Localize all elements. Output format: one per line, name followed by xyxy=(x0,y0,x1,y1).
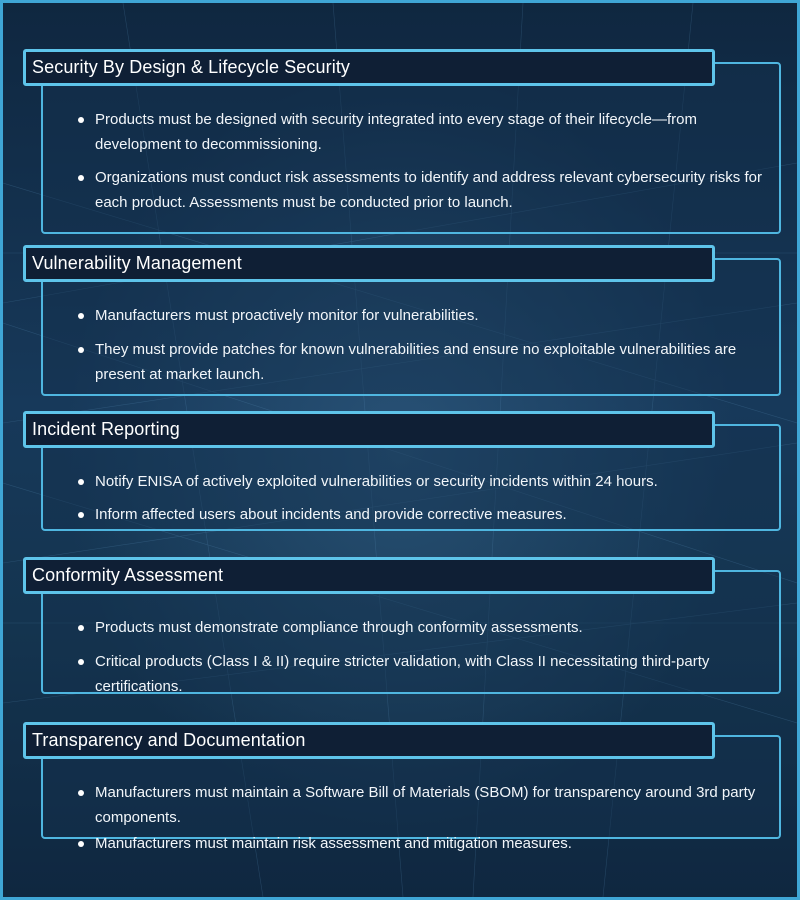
section-content xyxy=(41,62,781,234)
bullet-list xyxy=(43,107,779,215)
bullet-item xyxy=(43,469,779,494)
bullet-item xyxy=(43,303,779,328)
section-vulnerability-management xyxy=(23,245,781,383)
section-title: Security By Design & Lifecycle Security xyxy=(23,49,715,86)
bullet-text: Organizations must conduct risk assessments to identify and address relevant cybersecurity risks for each product. Assessments must be conducted prior to launch. xyxy=(95,169,762,211)
bullet-item xyxy=(43,107,779,157)
bullet-dot-icon xyxy=(78,512,84,518)
bullet-list xyxy=(43,615,779,699)
section-security-by-design xyxy=(23,49,781,211)
bullet-text: Notify ENISA of actively exploited vulnerabilities or security incidents within 24 hours. xyxy=(95,473,658,490)
section-conformity-assessment xyxy=(23,557,781,695)
bullet-text: Inform affected users about incidents and provide corrective measures. xyxy=(95,506,567,523)
bullet-dot-icon xyxy=(78,625,84,631)
bullet-item xyxy=(43,831,779,856)
section-title: Transparency and Documentation xyxy=(23,722,715,759)
bullet-dot-icon xyxy=(78,313,84,319)
bullet-item xyxy=(43,780,779,830)
bullet-text: Manufacturers must maintain a Software Bill of Materials (SBOM) for transparency around 3rd party components. xyxy=(95,784,756,826)
bullet-dot-icon xyxy=(78,790,84,796)
section-transparency-documentation xyxy=(23,722,781,852)
bullet-dot-icon xyxy=(78,479,84,485)
bullet-dot-icon xyxy=(78,117,84,123)
section-incident-reporting xyxy=(23,411,781,523)
bullet-item xyxy=(43,649,779,699)
bullet-item xyxy=(43,165,779,215)
bullet-text: Products must demonstrate compliance through conformity assessments. xyxy=(95,619,583,636)
section-title: Vulnerability Management xyxy=(23,245,715,282)
bullet-dot-icon xyxy=(78,659,84,665)
bullet-list xyxy=(43,303,779,387)
bullet-list xyxy=(43,469,779,527)
bullet-text: Products must be designed with security integrated into every stage of their lifecycle—from development to decommissioning. xyxy=(95,111,697,153)
bullet-dot-icon xyxy=(78,841,84,847)
bullet-text: They must provide patches for known vulnerabilities and ensure no exploitable vulnerabilities are present at market launch. xyxy=(95,341,737,383)
bullet-item xyxy=(43,502,779,527)
bullet-item xyxy=(43,337,779,387)
bullet-dot-icon xyxy=(78,175,84,181)
section-title: Conformity Assessment xyxy=(23,557,715,594)
bullet-text: Manufacturers must maintain risk assessment and mitigation measures. xyxy=(95,835,572,852)
bullet-dot-icon xyxy=(78,347,84,353)
bullet-text: Manufacturers must proactively monitor for vulnerabilities. xyxy=(95,307,479,324)
section-title: Incident Reporting xyxy=(23,411,715,448)
bullet-list xyxy=(43,780,779,856)
bullet-text: Critical products (Class I & II) require stricter validation, with Class II necessitating third-party certifications. xyxy=(95,653,710,695)
bullet-item xyxy=(43,615,779,640)
